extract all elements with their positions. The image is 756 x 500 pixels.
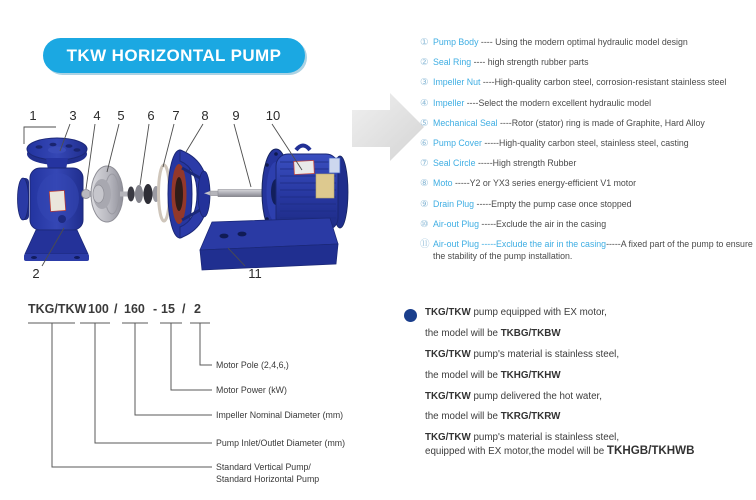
- part-name: Seal Ring: [433, 57, 472, 68]
- item-number: ⑥: [420, 137, 429, 149]
- variant-text: the model will be: [425, 327, 501, 339]
- callout-8: 8: [201, 108, 209, 123]
- part-name: Mechanical Seal: [433, 117, 498, 128]
- model-pole: 2: [194, 302, 201, 316]
- variant-text: equipped with EX motor,the model will be: [425, 445, 607, 457]
- model-code-connectors: [28, 323, 212, 467]
- part-desc: -----Y2 or YX3 series energy-efficient V1 motor: [452, 178, 637, 189]
- model-series: TKG/TKW: [28, 302, 87, 316]
- series-code: TKG/TKW: [425, 307, 471, 318]
- pump-exploded-diagram: [0, 88, 430, 290]
- variant-text: the model will be: [425, 411, 501, 423]
- model-sep1: /: [114, 302, 118, 316]
- list-item: [420, 98, 756, 110]
- callout-3: 3: [69, 108, 77, 123]
- part-name: Drain Plug: [433, 198, 475, 209]
- variant-text: pump delivered the hot water,: [470, 390, 602, 402]
- part-desc: ----High-quality carbon steel, corrosion-resistant stainless steel: [480, 77, 727, 88]
- list-item: [420, 118, 756, 130]
- part-name: Pump Cover: [433, 137, 482, 148]
- part-name: Seal Circle: [433, 158, 476, 169]
- variant-model-code: TKHGB/TKHWB: [606, 443, 695, 457]
- label-impeller-diameter: Impeller Nominal Diameter (mm): [216, 410, 344, 420]
- item-number: ⑨: [420, 198, 429, 210]
- variant-line: [425, 349, 754, 362]
- callout-5: 5: [117, 108, 125, 123]
- callout-2: 2: [32, 266, 40, 281]
- model-dash: -: [153, 302, 158, 316]
- right-arrow-icon: [352, 93, 424, 161]
- variant-text: pump's material is stainless steel,: [470, 348, 620, 360]
- item-number: ⑪: [420, 238, 430, 250]
- variant-model-code: TKBG/TKBW: [500, 327, 561, 339]
- model-inlet: 100: [88, 302, 109, 316]
- part-desc: -----Empty the pump case once stopped: [474, 198, 632, 209]
- list-item: [420, 239, 756, 263]
- variant-text: pump's material is stainless steel,: [470, 432, 620, 444]
- list-item: [420, 199, 756, 211]
- part-name: Air-out Plug -----Exclude the air in the casing: [433, 238, 607, 249]
- variant-text: the model will be: [425, 369, 501, 381]
- variant-line: [425, 432, 754, 445]
- part-desc: ----Select the modern excellent hydraulic model: [464, 97, 652, 108]
- part-desc: ---- high strength rubber parts: [471, 57, 589, 68]
- callout-10: 10: [265, 108, 281, 123]
- callout-11: 11: [248, 266, 262, 281]
- variant-model-code: TKRG/TKRW: [500, 411, 561, 423]
- list-item: [420, 158, 756, 170]
- variant-line: [425, 411, 754, 424]
- label-inlet-outlet: Pump Inlet/Outlet Diameter (mm): [216, 438, 346, 448]
- part-desc: ----Rotor (stator) ring is made of Graphite, Hard Alloy: [497, 117, 705, 128]
- label-motor-power: Motor Power (kW): [216, 385, 287, 395]
- page-title-banner: [43, 38, 305, 73]
- item-number: ⑦: [420, 158, 429, 170]
- part-name: Impeller: [433, 97, 465, 108]
- part-desc: -----High strength Rubber: [475, 158, 577, 169]
- model-code-diagram: [20, 293, 380, 498]
- series-code: TKG/TKW: [425, 348, 471, 360]
- callout-1: 1: [29, 108, 37, 123]
- variant-line: [425, 391, 754, 404]
- pump-cover-illustration: [168, 150, 210, 238]
- variant-line: [425, 307, 754, 320]
- part-name: Air-out Plug: [433, 218, 479, 229]
- parts-list: [420, 37, 756, 271]
- part-desc: -----Exclude the air in the casing: [478, 218, 607, 229]
- model-code-string: [28, 302, 201, 316]
- series-code: TKG/TKW: [425, 432, 471, 444]
- callout-7: 7: [172, 108, 180, 123]
- part-desc: -----A fixed part of the pump to ensure the stability of the pump installation.: [433, 238, 753, 261]
- part-desc: ---- Using the modern optimal hydraulic model design: [478, 37, 688, 47]
- label-motor-pole: Motor Pole (2,4,6,): [216, 360, 289, 370]
- series-code: TKG/TKW: [425, 390, 471, 402]
- part-name: Impeller Nut: [433, 77, 481, 88]
- part-name: Pump Body: [433, 37, 479, 47]
- page-title: TKW HORIZONTAL PUMP: [66, 45, 282, 65]
- item-number: ⑩: [420, 218, 429, 230]
- list-item: [420, 219, 756, 231]
- item-number: ②: [420, 57, 429, 69]
- label-series-line2: Standard Horizontal Pump: [216, 474, 320, 484]
- mechanical-seal-illustration: [120, 184, 160, 204]
- list-item: [420, 178, 756, 190]
- list-item: [420, 138, 756, 150]
- callout-4: 4: [93, 108, 101, 123]
- variant-model-code: TKHG/TKHW: [500, 369, 561, 381]
- motor-shaft-illustration: [204, 187, 271, 200]
- list-item: [420, 57, 756, 69]
- model-power: 15: [161, 302, 175, 316]
- model-sep2: /: [182, 302, 186, 316]
- variant-line: [425, 370, 754, 383]
- bullet-circle-icon: [404, 309, 417, 322]
- model-variants: [404, 307, 754, 467]
- pump-body-illustration: [18, 138, 90, 261]
- label-series-line1: Standard Vertical Pump/: [216, 462, 311, 472]
- item-number: ④: [420, 97, 429, 109]
- item-number: ⑤: [420, 117, 429, 129]
- variant-line: [425, 445, 754, 459]
- item-number: ③: [420, 77, 429, 89]
- part-desc: -----High-quality carbon steel, stainless steel, casting: [481, 137, 689, 148]
- variant-text: pump equipped with EX motor,: [470, 307, 607, 318]
- model-code-labels: [216, 360, 345, 484]
- item-number: ⑧: [420, 178, 429, 190]
- item-number: ①: [420, 37, 429, 48]
- model-impeller: 160: [124, 302, 145, 316]
- variant-line: [425, 328, 754, 341]
- callout-9: 9: [232, 108, 240, 123]
- part-name: Moto: [433, 178, 453, 189]
- list-item: [420, 37, 756, 49]
- callout-6: 6: [147, 108, 155, 123]
- base-plate-illustration: [200, 218, 338, 270]
- list-item: [420, 77, 756, 89]
